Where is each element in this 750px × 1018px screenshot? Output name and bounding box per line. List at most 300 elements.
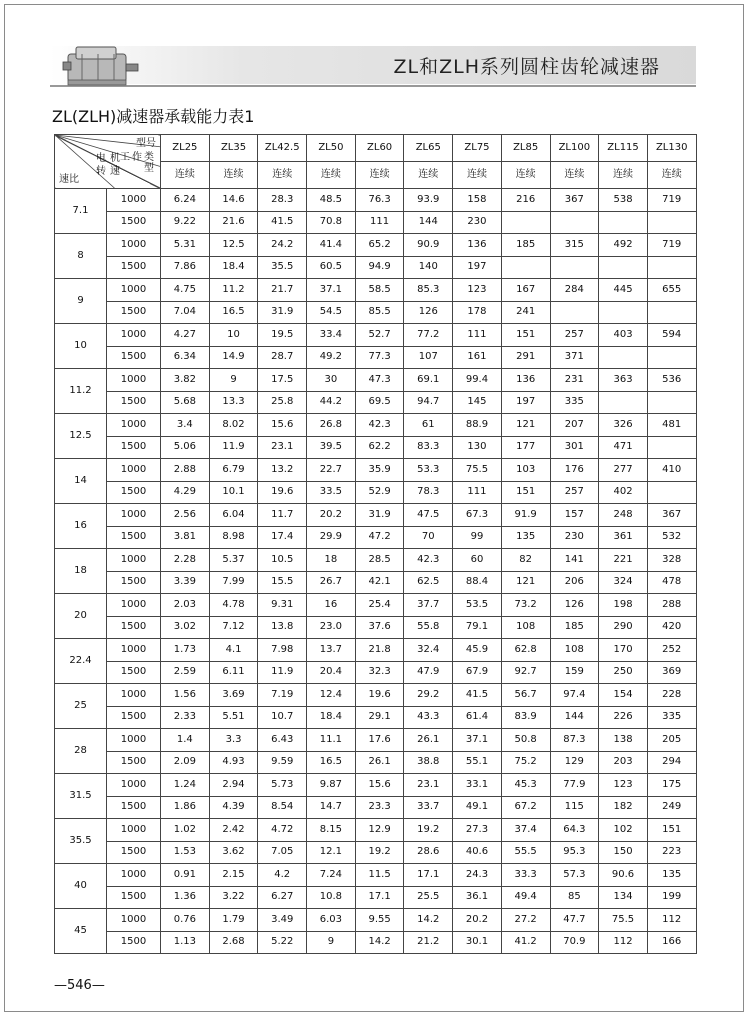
speed-cell: 1000 xyxy=(107,819,161,842)
speed-cell: 1500 xyxy=(107,301,161,324)
model-header-cell: ZL85 xyxy=(501,135,550,162)
capacity-value-cell: 21.8 xyxy=(355,639,404,662)
capacity-value-cell: 177 xyxy=(501,436,550,459)
capacity-value-cell: 130 xyxy=(453,436,502,459)
capacity-value-cell: 1.36 xyxy=(161,886,210,909)
capacity-value-cell: 6.43 xyxy=(258,729,307,752)
duty-header-cell: 连续 xyxy=(404,162,453,189)
capacity-value-cell: 62.5 xyxy=(404,571,453,594)
capacity-value-cell: 170 xyxy=(599,639,648,662)
capacity-value-cell: 0.91 xyxy=(161,864,210,887)
capacity-value-cell: 77.3 xyxy=(355,346,404,369)
capacity-value-cell: 29.1 xyxy=(355,706,404,729)
capacity-value-cell: 326 xyxy=(599,414,648,437)
table-row xyxy=(55,211,697,234)
capacity-value-cell: 17.1 xyxy=(404,864,453,887)
corner-ratio-label: 速比 xyxy=(59,174,79,185)
capacity-value-cell: 13.7 xyxy=(307,639,356,662)
capacity-value-cell: 3.22 xyxy=(209,886,258,909)
capacity-value-cell xyxy=(501,256,550,279)
speed-cell: 1500 xyxy=(107,841,161,864)
capacity-value-cell: 161 xyxy=(453,346,502,369)
capacity-value-cell: 19.5 xyxy=(258,324,307,347)
ratio-cell: 9 xyxy=(55,279,107,324)
capacity-value-cell: 157 xyxy=(550,504,599,527)
table-row xyxy=(55,774,697,797)
capacity-value-cell: 37.4 xyxy=(501,819,550,842)
capacity-value-cell: 1.4 xyxy=(161,729,210,752)
capacity-value-cell: 55.1 xyxy=(453,751,502,774)
capacity-value-cell: 9 xyxy=(209,369,258,392)
ratio-cell: 25 xyxy=(55,684,107,729)
capacity-value-cell xyxy=(599,346,648,369)
capacity-value-cell: 7.12 xyxy=(209,616,258,639)
capacity-value-cell: 2.09 xyxy=(161,751,210,774)
duty-header-cell: 连续 xyxy=(453,162,502,189)
capacity-value-cell: 33.5 xyxy=(307,481,356,504)
speed-cell: 1000 xyxy=(107,594,161,617)
capacity-value-cell xyxy=(550,301,599,324)
capacity-value-cell: 361 xyxy=(599,526,648,549)
capacity-value-cell: 315 xyxy=(550,234,599,257)
capacity-value-cell: 97.4 xyxy=(550,684,599,707)
capacity-value-cell: 53.5 xyxy=(453,594,502,617)
capacity-value-cell: 76.3 xyxy=(355,189,404,212)
capacity-value-cell: 79.1 xyxy=(453,616,502,639)
capacity-value-cell: 75.2 xyxy=(501,751,550,774)
model-header-cell: ZL100 xyxy=(550,135,599,162)
speed-cell: 1500 xyxy=(107,211,161,234)
capacity-value-cell: 248 xyxy=(599,504,648,527)
capacity-value-cell: 60.5 xyxy=(307,256,356,279)
capacity-value-cell: 207 xyxy=(550,414,599,437)
model-header-cell: ZL42.5 xyxy=(258,135,307,162)
capacity-value-cell: 75.5 xyxy=(599,909,648,932)
capacity-value-cell: 6.11 xyxy=(209,661,258,684)
capacity-value-cell: 11.9 xyxy=(258,661,307,684)
capacity-value-cell: 14.6 xyxy=(209,189,258,212)
capacity-value-cell: 65.2 xyxy=(355,234,404,257)
capacity-value-cell: 23.0 xyxy=(307,616,356,639)
table-row xyxy=(55,616,697,639)
speed-cell: 1000 xyxy=(107,684,161,707)
capacity-value-cell: 4.2 xyxy=(258,864,307,887)
capacity-value-cell: 471 xyxy=(599,436,648,459)
capacity-value-cell: 58.5 xyxy=(355,279,404,302)
capacity-value-cell: 1.13 xyxy=(161,931,210,954)
capacity-value-cell: 15.6 xyxy=(355,774,404,797)
capacity-value-cell: 5.68 xyxy=(161,391,210,414)
capacity-value-cell: 14.7 xyxy=(307,796,356,819)
capacity-value-cell: 532 xyxy=(647,526,696,549)
table-row xyxy=(55,819,697,842)
duty-header-cell: 连续 xyxy=(209,162,258,189)
capacity-value-cell: 112 xyxy=(599,931,648,954)
capacity-value-cell: 16 xyxy=(307,594,356,617)
capacity-value-cell: 11.9 xyxy=(209,436,258,459)
capacity-value-cell: 228 xyxy=(647,684,696,707)
capacity-value-cell: 134 xyxy=(599,886,648,909)
capacity-value-cell: 2.88 xyxy=(161,459,210,482)
speed-cell: 1000 xyxy=(107,459,161,482)
capacity-value-cell xyxy=(647,391,696,414)
capacity-value-cell: 136 xyxy=(501,369,550,392)
capacity-value-cell: 2.68 xyxy=(209,931,258,954)
capacity-value-cell: 126 xyxy=(550,594,599,617)
speed-cell: 1000 xyxy=(107,324,161,347)
capacity-value-cell xyxy=(599,301,648,324)
table-row xyxy=(55,279,697,302)
capacity-value-cell: 47.3 xyxy=(355,369,404,392)
capacity-value-cell: 4.1 xyxy=(209,639,258,662)
capacity-value-cell: 50.8 xyxy=(501,729,550,752)
capacity-value-cell: 7.99 xyxy=(209,571,258,594)
capacity-value-cell: 29.2 xyxy=(404,684,453,707)
capacity-value-cell: 141 xyxy=(550,549,599,572)
capacity-value-cell: 10.1 xyxy=(209,481,258,504)
capacity-value-cell: 420 xyxy=(647,616,696,639)
ratio-cell: 14 xyxy=(55,459,107,504)
capacity-value-cell: 23.3 xyxy=(355,796,404,819)
capacity-value-cell: 197 xyxy=(453,256,502,279)
capacity-value-cell: 719 xyxy=(647,234,696,257)
speed-cell: 1500 xyxy=(107,661,161,684)
capacity-value-cell: 102 xyxy=(599,819,648,842)
capacity-value-cell: 367 xyxy=(647,504,696,527)
capacity-value-cell: 33.3 xyxy=(501,864,550,887)
capacity-value-cell: 594 xyxy=(647,324,696,347)
speed-cell: 1500 xyxy=(107,796,161,819)
capacity-value-cell: 138 xyxy=(599,729,648,752)
speed-cell: 1500 xyxy=(107,751,161,774)
capacity-value-cell: 87.3 xyxy=(550,729,599,752)
capacity-value-cell: 15.6 xyxy=(258,414,307,437)
capacity-value-cell: 206 xyxy=(550,571,599,594)
capacity-value-cell: 11.2 xyxy=(209,279,258,302)
capacity-value-cell: 24.2 xyxy=(258,234,307,257)
capacity-value-cell: 3.81 xyxy=(161,526,210,549)
capacity-value-cell: 371 xyxy=(550,346,599,369)
capacity-value-cell: 6.79 xyxy=(209,459,258,482)
capacity-value-cell: 4.29 xyxy=(161,481,210,504)
capacity-value-cell: 67.2 xyxy=(501,796,550,819)
model-header-cell: ZL50 xyxy=(307,135,356,162)
capacity-value-cell: 221 xyxy=(599,549,648,572)
capacity-value-cell: 37.1 xyxy=(453,729,502,752)
duty-header-cell: 连续 xyxy=(161,162,210,189)
capacity-value-cell: 144 xyxy=(404,211,453,234)
table-row xyxy=(55,436,697,459)
ratio-cell: 28 xyxy=(55,729,107,774)
capacity-value-cell: 335 xyxy=(647,706,696,729)
capacity-value-cell: 197 xyxy=(501,391,550,414)
table-row xyxy=(55,639,697,662)
capacity-value-cell: 12.5 xyxy=(209,234,258,257)
capacity-value-cell: 185 xyxy=(501,234,550,257)
capacity-value-cell: 19.2 xyxy=(355,841,404,864)
capacity-value-cell: 7.24 xyxy=(307,864,356,887)
table-row xyxy=(55,729,697,752)
capacity-value-cell: 150 xyxy=(599,841,648,864)
capacity-value-cell: 123 xyxy=(599,774,648,797)
ratio-cell: 10 xyxy=(55,324,107,369)
page-number: —546— xyxy=(54,978,105,993)
ratio-cell: 16 xyxy=(55,504,107,549)
capacity-value-cell: 10 xyxy=(209,324,258,347)
table-row xyxy=(55,751,697,774)
capacity-value-cell: 32.3 xyxy=(355,661,404,684)
capacity-value-cell: 7.86 xyxy=(161,256,210,279)
capacity-value-cell: 294 xyxy=(647,751,696,774)
capacity-value-cell: 176 xyxy=(550,459,599,482)
ratio-cell: 8 xyxy=(55,234,107,279)
capacity-value-cell: 11.5 xyxy=(355,864,404,887)
capacity-value-cell: 45.3 xyxy=(501,774,550,797)
capacity-value-cell: 7.19 xyxy=(258,684,307,707)
capacity-value-cell: 9 xyxy=(307,931,356,954)
capacity-value-cell: 167 xyxy=(501,279,550,302)
capacity-value-cell: 291 xyxy=(501,346,550,369)
table-row xyxy=(55,346,697,369)
ratio-cell: 22.4 xyxy=(55,639,107,684)
capacity-value-cell: 43.3 xyxy=(404,706,453,729)
header-line xyxy=(50,85,696,87)
capacity-value-cell: 403 xyxy=(599,324,648,347)
capacity-value-cell: 7.05 xyxy=(258,841,307,864)
capacity-value-cell: 9.31 xyxy=(258,594,307,617)
capacity-value-cell: 111 xyxy=(453,324,502,347)
capacity-value-cell: 6.04 xyxy=(209,504,258,527)
speed-cell: 1500 xyxy=(107,436,161,459)
capacity-value-cell xyxy=(501,211,550,234)
capacity-value-cell: 478 xyxy=(647,571,696,594)
duty-header-cell: 连续 xyxy=(355,162,404,189)
capacity-value-cell: 166 xyxy=(647,931,696,954)
capacity-value-cell: 49.2 xyxy=(307,346,356,369)
capacity-value-cell: 410 xyxy=(647,459,696,482)
capacity-value-cell: 61 xyxy=(404,414,453,437)
table-row xyxy=(55,526,697,549)
capacity-value-cell: 42.3 xyxy=(404,549,453,572)
capacity-value-cell: 54.5 xyxy=(307,301,356,324)
capacity-value-cell: 277 xyxy=(599,459,648,482)
capacity-value-cell: 252 xyxy=(647,639,696,662)
capacity-value-cell: 92.7 xyxy=(501,661,550,684)
capacity-value-cell: 6.34 xyxy=(161,346,210,369)
ratio-cell: 40 xyxy=(55,864,107,909)
capacity-value-cell: 284 xyxy=(550,279,599,302)
capacity-value-cell: 94.9 xyxy=(355,256,404,279)
speed-cell: 1000 xyxy=(107,774,161,797)
capacity-value-cell: 28.6 xyxy=(404,841,453,864)
capacity-value-cell: 29.9 xyxy=(307,526,356,549)
capacity-value-cell: 49.1 xyxy=(453,796,502,819)
capacity-value-cell: 1.79 xyxy=(209,909,258,932)
capacity-value-cell: 20.4 xyxy=(307,661,356,684)
table-row xyxy=(55,684,697,707)
capacity-value-cell: 112 xyxy=(647,909,696,932)
capacity-value-cell: 45.9 xyxy=(453,639,502,662)
capacity-value-cell: 3.49 xyxy=(258,909,307,932)
capacity-value-cell: 4.78 xyxy=(209,594,258,617)
capacity-value-cell: 49.4 xyxy=(501,886,550,909)
capacity-value-cell: 324 xyxy=(599,571,648,594)
capacity-value-cell: 22.7 xyxy=(307,459,356,482)
capacity-value-cell: 67.3 xyxy=(453,504,502,527)
capacity-value-cell: 4.93 xyxy=(209,751,258,774)
capacity-value-cell: 223 xyxy=(647,841,696,864)
capacity-value-cell: 230 xyxy=(453,211,502,234)
capacity-value-cell: 13.8 xyxy=(258,616,307,639)
capacity-value-cell: 335 xyxy=(550,391,599,414)
capacity-value-cell: 290 xyxy=(599,616,648,639)
capacity-value-cell: 25.8 xyxy=(258,391,307,414)
capacity-value-cell: 126 xyxy=(404,301,453,324)
capacity-value-cell: 3.39 xyxy=(161,571,210,594)
capacity-value-cell: 231 xyxy=(550,369,599,392)
capacity-value-cell: 249 xyxy=(647,796,696,819)
capacity-value-cell: 78.3 xyxy=(404,481,453,504)
capacity-value-cell: 1.73 xyxy=(161,639,210,662)
capacity-value-cell: 41.2 xyxy=(501,931,550,954)
capacity-value-cell: 4.72 xyxy=(258,819,307,842)
speed-cell: 1000 xyxy=(107,504,161,527)
capacity-value-cell: 129 xyxy=(550,751,599,774)
capacity-value-cell: 140 xyxy=(404,256,453,279)
capacity-value-cell: 39.5 xyxy=(307,436,356,459)
capacity-value-cell: 70 xyxy=(404,526,453,549)
capacity-value-cell: 14.9 xyxy=(209,346,258,369)
capacity-value-cell: 121 xyxy=(501,414,550,437)
table-row xyxy=(55,301,697,324)
capacity-value-cell: 2.94 xyxy=(209,774,258,797)
model-header-cell: ZL25 xyxy=(161,135,210,162)
capacity-value-cell: 135 xyxy=(647,864,696,887)
capacity-value-cell: 83.9 xyxy=(501,706,550,729)
capacity-value-cell: 369 xyxy=(647,661,696,684)
capacity-value-cell: 61.4 xyxy=(453,706,502,729)
capacity-value-cell: 32.4 xyxy=(404,639,453,662)
capacity-value-cell: 4.75 xyxy=(161,279,210,302)
ratio-cell: 11.2 xyxy=(55,369,107,414)
capacity-value-cell: 28.7 xyxy=(258,346,307,369)
capacity-value-cell: 37.1 xyxy=(307,279,356,302)
capacity-value-cell: 536 xyxy=(647,369,696,392)
capacity-value-cell: 257 xyxy=(550,324,599,347)
capacity-value-cell: 91.9 xyxy=(501,504,550,527)
capacity-value-cell: 3.3 xyxy=(209,729,258,752)
capacity-value-cell: 151 xyxy=(501,481,550,504)
capacity-value-cell: 52.9 xyxy=(355,481,404,504)
duty-header-cell: 连续 xyxy=(550,162,599,189)
capacity-value-cell: 159 xyxy=(550,661,599,684)
table-row xyxy=(55,549,697,572)
capacity-value-cell: 42.3 xyxy=(355,414,404,437)
capacity-value-cell: 85 xyxy=(550,886,599,909)
capacity-value-cell: 10.5 xyxy=(258,549,307,572)
duty-header-cell: 连续 xyxy=(501,162,550,189)
capacity-value-cell: 205 xyxy=(647,729,696,752)
capacity-value-cell: 33.1 xyxy=(453,774,502,797)
speed-cell: 1000 xyxy=(107,729,161,752)
capacity-value-cell: 5.73 xyxy=(258,774,307,797)
capacity-value-cell: 19.6 xyxy=(258,481,307,504)
capacity-value-cell: 301 xyxy=(550,436,599,459)
capacity-value-cell: 6.24 xyxy=(161,189,210,212)
capacity-value-cell: 53.3 xyxy=(404,459,453,482)
capacity-value-cell xyxy=(647,481,696,504)
table-row xyxy=(55,189,697,212)
capacity-value-cell: 3.4 xyxy=(161,414,210,437)
ratio-cell: 35.5 xyxy=(55,819,107,864)
capacity-value-cell: 2.28 xyxy=(161,549,210,572)
capacity-value-cell xyxy=(599,256,648,279)
model-header-cell: ZL130 xyxy=(647,135,696,162)
capacity-value-cell: 10.7 xyxy=(258,706,307,729)
capacity-value-cell: 216 xyxy=(501,189,550,212)
capacity-value-cell: 88.9 xyxy=(453,414,502,437)
capacity-value-cell: 27.3 xyxy=(453,819,502,842)
capacity-value-cell: 8.15 xyxy=(307,819,356,842)
capacity-value-cell: 2.33 xyxy=(161,706,210,729)
speed-cell: 1500 xyxy=(107,886,161,909)
table-row xyxy=(55,706,697,729)
capacity-value-cell: 16.5 xyxy=(209,301,258,324)
corner-cell xyxy=(55,135,161,189)
capacity-value-cell: 4.39 xyxy=(209,796,258,819)
capacity-value-cell: 47.9 xyxy=(404,661,453,684)
capacity-value-cell: 3.02 xyxy=(161,616,210,639)
capacity-value-cell: 25.5 xyxy=(404,886,453,909)
capacity-value-cell: 135 xyxy=(501,526,550,549)
duty-header-cell: 连续 xyxy=(599,162,648,189)
ratio-cell: 12.5 xyxy=(55,414,107,459)
capacity-value-cell: 35.5 xyxy=(258,256,307,279)
capacity-value-cell: 20.2 xyxy=(453,909,502,932)
capacity-value-cell: 14.2 xyxy=(404,909,453,932)
capacity-value-cell: 18.4 xyxy=(307,706,356,729)
capacity-value-cell: 41.5 xyxy=(453,684,502,707)
capacity-value-cell: 8.98 xyxy=(209,526,258,549)
capacity-value-cell xyxy=(647,301,696,324)
model-header-cell: ZL65 xyxy=(404,135,453,162)
ratio-cell: 7.1 xyxy=(55,189,107,234)
capacity-value-cell: 37.7 xyxy=(404,594,453,617)
capacity-value-cell: 3.82 xyxy=(161,369,210,392)
ratio-cell: 45 xyxy=(55,909,107,954)
table-row xyxy=(55,414,697,437)
capacity-value-cell: 2.15 xyxy=(209,864,258,887)
duty-header-cell: 连续 xyxy=(647,162,696,189)
capacity-value-cell: 41.4 xyxy=(307,234,356,257)
capacity-value-cell: 70.8 xyxy=(307,211,356,234)
capacity-value-cell: 115 xyxy=(550,796,599,819)
capacity-value-cell: 90.6 xyxy=(599,864,648,887)
capacity-value-cell: 23.1 xyxy=(404,774,453,797)
capacity-value-cell xyxy=(647,211,696,234)
speed-cell: 1000 xyxy=(107,279,161,302)
capacity-value-cell: 1.86 xyxy=(161,796,210,819)
table-row xyxy=(55,481,697,504)
capacity-value-cell: 75.5 xyxy=(453,459,502,482)
capacity-value-cell: 15.5 xyxy=(258,571,307,594)
capacity-value-cell: 9.22 xyxy=(161,211,210,234)
table-row xyxy=(55,841,697,864)
table-row xyxy=(55,796,697,819)
capacity-value-cell: 2.56 xyxy=(161,504,210,527)
duty-header-cell: 连续 xyxy=(258,162,307,189)
capacity-value-cell: 28.5 xyxy=(355,549,404,572)
